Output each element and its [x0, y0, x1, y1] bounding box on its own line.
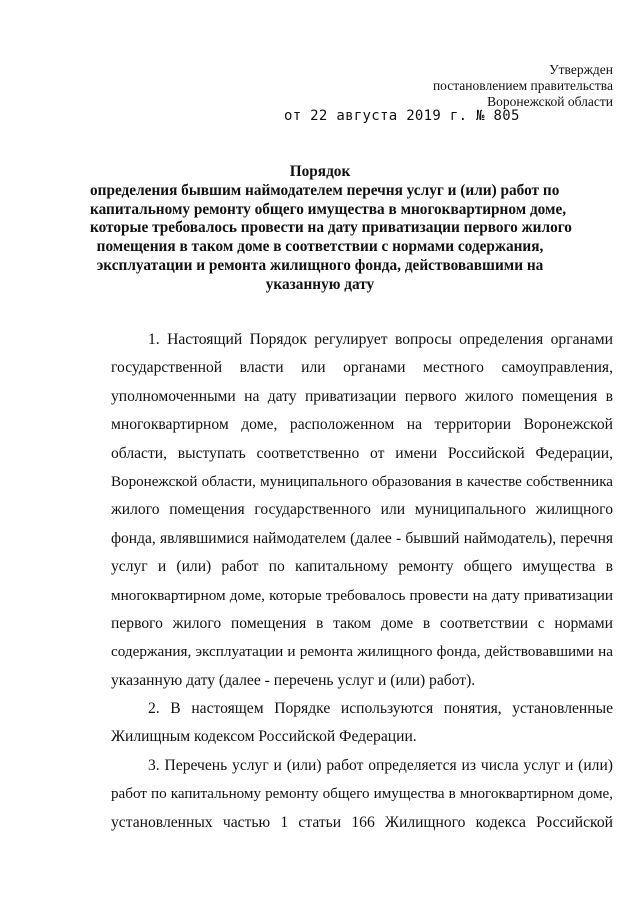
paragraph-3-line: 3. Перечень услуг и (или) работ определяется из числа услуг и (или)	[148, 756, 613, 774]
paragraph-3-line: установленных частью 1 статьи 166 Жилищного кодекса Российской	[111, 813, 613, 831]
paragraph-1-line: услуг и (или) работ по капитальному ремонту общего имущества в	[111, 558, 613, 576]
decree-date-number: от 22 августа 2019 г. № 805	[284, 108, 520, 124]
paragraph-3-line: работ по капитальному ремонту общего имущества в многоквартирном доме,	[111, 786, 613, 803]
paragraph-2-line: Жилищным кодексом Российской Федерации.	[111, 728, 417, 746]
approval-line: Утвержден	[549, 62, 613, 77]
paragraph-1-line: содержания, эксплуатации и ремонта жилищного фонда, действовавшими на	[111, 643, 613, 661]
paragraph-1-line: указанную дату (далее - перечень услуг и (или) работ).	[111, 671, 476, 689]
approval-block	[433, 62, 613, 110]
document-title	[90, 163, 572, 295]
paragraph-1-line: многоквартирном доме, которые требовалось провести на дату приватизации	[111, 586, 613, 604]
title-line: помещения в таком доме в соответствии с нормами содержания,	[96, 238, 544, 256]
title-line: эксплуатации и ремонта жилищного фонда, действовавшими на	[96, 256, 544, 274]
paragraph-1-line: уполномоченными на дату приватизации первого жилого помещения в	[111, 387, 613, 405]
paragraph-1-line: Воронежской области, муниципального образования в качестве собственника	[111, 473, 613, 490]
title-line: которые требовалось провести на дату приватизации первого жилого	[90, 219, 572, 237]
title-line: капитальному ремонту общего имущества в многоквартирном доме,	[90, 200, 567, 218]
document-body	[111, 326, 613, 837]
paragraph-1-line: первого жилого помещения в таком доме в соответствии с нормами	[111, 614, 613, 632]
paragraph-1-line: жилого помещения государственного или муниципального жилищного	[111, 501, 613, 519]
paragraph-1-line: области, выступать соответственно от имени Российской Федерации,	[111, 444, 613, 462]
paragraph-1-line: государственной власти или органами местного самоуправления,	[111, 359, 613, 377]
approval-line: Воронежской области	[487, 94, 613, 109]
title-line: Порядок	[289, 163, 351, 180]
paragraph-1-line: 1. Настоящий Порядок регулирует вопросы определения органами	[148, 331, 613, 348]
paragraph-1-line: фонда, являвшимися наймодателем (далее - бывший наймодатель), перечня	[111, 529, 613, 547]
title-line: указанную дату	[265, 275, 375, 293]
approval-line: постановлением правительства	[432, 78, 613, 93]
paragraph-1-line: многоквартирном доме, расположенном на территории Воронежской	[111, 416, 613, 434]
paragraph-2-line: 2. В настоящем Порядке используются понятия, установленные	[148, 700, 613, 718]
title-line: определения бывшим наймодателем перечня услуг и (или) работ по	[90, 181, 560, 199]
